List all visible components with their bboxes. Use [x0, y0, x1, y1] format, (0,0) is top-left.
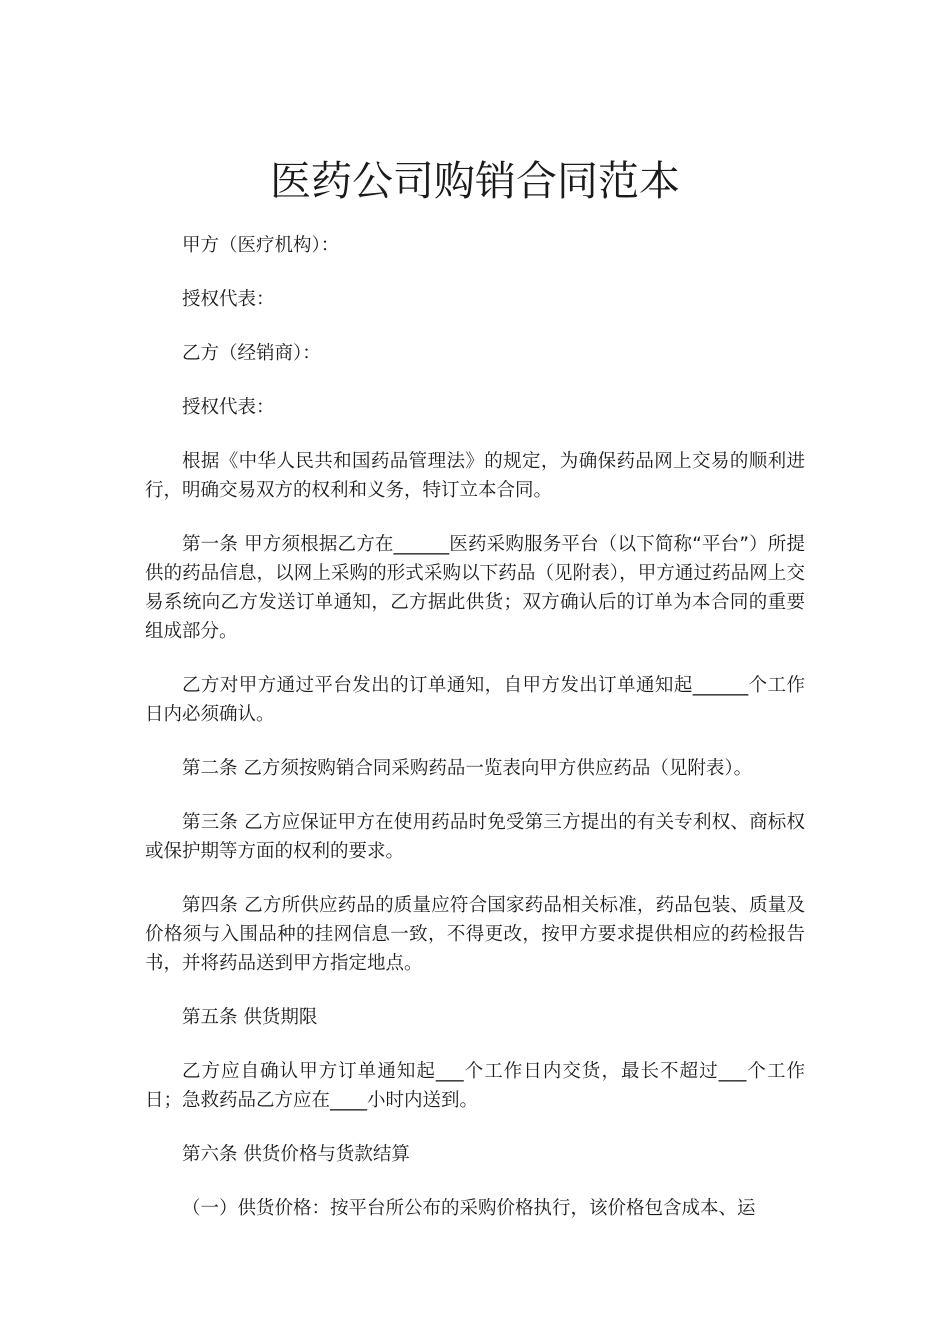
document-body: [145, 231, 805, 1248]
article-5-heading: 第五条 供货期限: [182, 1007, 318, 1028]
party-b-representative-line: 授权代表：: [182, 397, 275, 418]
article-3-paragraph: 第三条 乙方应保证甲方在使用药品时免受第三方提出的有关专利权、商标权或保护期等方面的权利的要求。: [145, 812, 805, 862]
article-5-paragraph: 乙方应自确认甲方订单通知起___个工作日内交货，最长不超过___个工作日；急救药品乙方应在____小时内送到。: [145, 1061, 805, 1111]
article-1-paragraph: 第一条 甲方须根据乙方在______医药采购服务平台（以下简称“平台”）所提供的药品信息，以网上采购的形式采购以下药品（见附表），甲方通过药品网上交易系统向乙方发送订单通知，乙方据此供货；双方确认后的订单为本合同的重要组成部分。: [145, 534, 805, 642]
party-a-line: 甲方（医疗机构）：: [182, 235, 340, 256]
article-6-item-1-paragraph: （一）供货价格：按平台所公布的采购价格执行，该价格包含成本、运: [182, 1198, 756, 1219]
article-1-confirmation-paragraph: 乙方对甲方通过平台发出的订单通知，自甲方发出订单通知起______个工作日内必须确认。: [145, 675, 805, 725]
article-6-heading: 第六条 供货价格与货款结算: [182, 1144, 410, 1165]
party-b-line: 乙方（经销商）：: [182, 343, 321, 364]
article-2-paragraph: 第二条 乙方须按购销合同采购药品一览表向甲方供应药品（见附表）。: [182, 758, 753, 779]
document-title: 医药公司购销合同范本: [270, 157, 680, 205]
article-4-paragraph: 第四条 乙方所供应药品的质量应符合国家药品相关标准，药品包装、质量及价格须与入围品种的挂网信息一致，不得更改，按甲方要求提供相应的药检报告书，并将药品送到甲方指定地点。: [145, 895, 805, 974]
party-a-representative-line: 授权代表：: [182, 289, 275, 310]
preamble-paragraph: 根据《中华人民共和国药品管理法》的规定，为确保药品网上交易的顺利进行，明确交易双方的权利和义务，特订立本合同。: [145, 451, 805, 501]
